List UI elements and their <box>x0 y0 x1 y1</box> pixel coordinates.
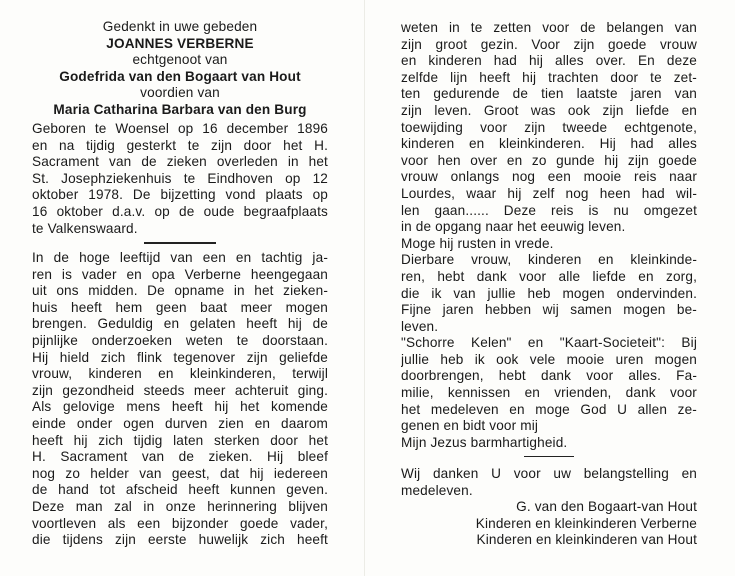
card-fold-edge <box>364 0 365 576</box>
text-line: St. Josephziekenhuis te Eindhoven op 12 <box>32 170 328 186</box>
text-line: H. Sacrament van de zieken. Hij bleef <box>32 449 328 465</box>
text-line: te Valkenswaard. <box>32 220 138 236</box>
text-line: het medeleven en moge God U allen ze- <box>401 401 697 417</box>
text-line: Moge hij rusten in vrede. <box>401 235 554 251</box>
text-line: die tijdens zijn eerste huwelijk zich heeft <box>32 532 328 548</box>
text-line: Wij danken U voor uw belangstelling en <box>401 466 697 481</box>
text-line: jullie heb ik ook vele mooie uren mogen <box>401 351 697 367</box>
signature-line: G. van den Bogaart-van Hout <box>516 499 697 514</box>
text-line: pijnlijke onderzoeken weten te doorstaan. <box>32 332 328 348</box>
divider <box>144 242 216 244</box>
text-line: toewijding voor zijn tweede echtgenote, <box>401 119 697 135</box>
text-line: Als gelovige mens heeft hij het komende <box>32 399 328 415</box>
text-line: brengen. Geduldig en gelaten heeft hij de <box>32 316 328 332</box>
text-line: zelfde lijn heeft hij trachten door te zet- <box>401 69 697 85</box>
header-line: echtgenoot van <box>132 52 228 68</box>
text-line: Lourdes, waar hij zelf nog heen had wil- <box>401 185 697 201</box>
text-line: Deze man zal in onze herinnering blijven <box>32 498 328 514</box>
text-line: Geboren te Woensel op 16 december 1896 <box>32 121 328 136</box>
text-line: ten gedurende de tien laatste jaren van <box>401 86 697 102</box>
text-line: uit ons midden. De opname in het zieken- <box>32 283 328 299</box>
text-line: Fijne jaren hebben wij samen mogen be- <box>401 302 697 318</box>
text-line: voortleven als een bijzonder goede vader, <box>32 515 328 531</box>
signature-line: Kinderen en kleinkinderen Verberne <box>475 515 697 531</box>
header-line: Godefrida van den Bogaart van Hout <box>59 68 301 84</box>
text-line: en kinderen had hij alles over. En deze <box>401 53 697 69</box>
text-line: Hij hield zich flink tegenover zijn geliefde <box>32 349 328 365</box>
text-line: kinderen en kleinkinderen. Hij had alles <box>401 136 697 152</box>
text-line: Mijn Jezus barmhartigheid. <box>401 434 568 450</box>
text-line: oktober 1978. De bijzetting vond plaats op <box>32 187 328 203</box>
text-line: medeleven. <box>401 482 473 498</box>
text-line: 16 oktober d.a.v. op de oude begraafplaats <box>32 203 328 219</box>
signatures <box>401 499 697 549</box>
text-line: zijn gezondheid steeds meer achteruit ging. <box>32 382 328 398</box>
text-line: zijn groot gezin. Voor zijn goede vrouw <box>401 36 697 52</box>
text-line: ren is vader en opa Verberne heengegaan <box>32 266 328 282</box>
text-line: heeft hij zich tijdig laten sterken door het <box>32 432 328 448</box>
text-line: leven. <box>401 318 439 334</box>
text-line: Dierbare vrouw, kinderen en kleinkinde- <box>401 252 697 268</box>
signature-line: Kinderen en kleinkinderen van Hout <box>476 532 697 548</box>
header-line: JOANNES VERBERNE <box>106 35 254 51</box>
header-block <box>32 19 328 119</box>
text-line: len gaan...... Deze reis is nu omgezet <box>401 202 697 218</box>
text-line: voor hen over en zo gunde hij zijn goede <box>401 152 697 168</box>
text-line: einde onder ogen durven zien en daarom <box>32 415 328 431</box>
text-line: In de hoge leeftijd van een en tachtig ja- <box>32 250 328 265</box>
text-line: en na tijdig gesterkt te zijn door het H. <box>32 137 328 153</box>
header-line: voordien van <box>140 85 220 101</box>
text-line: ren, hebt dank voor alle liefde en zorg, <box>401 268 697 284</box>
memorial-text-left <box>32 250 328 549</box>
text-line: huis heeft hem geen baat meer mogen <box>32 299 328 315</box>
text-line: nog zo helder van geest, dat hij iedereen <box>32 465 328 481</box>
text-line: de hand tot afscheid heeft kunnen geven. <box>32 482 328 498</box>
text-line: milie, kennissen en vrienden, dank voor <box>401 385 697 401</box>
text-line: in de opgang naar het eeuwig leven. <box>401 219 626 235</box>
header-line: Maria Catharina Barbara van den Burg <box>53 101 307 117</box>
text-line: Sacrament van de zieken overleden in het <box>32 154 328 170</box>
text-line: die ik van jullie heb mogen ondervinden. <box>401 285 697 301</box>
text-line: "Schorre Kelen" en "Kaart-Societeit": Bij <box>401 335 697 351</box>
text-line: vrouw, kinderen en kleinkinderen, terwijl <box>32 366 328 382</box>
intro-paragraph <box>32 121 328 237</box>
text-line: doorbrengen, hebt dank voor alles. Fa- <box>401 368 697 384</box>
text-line: vrouw onlangs nog een mooie reis naar <box>401 169 697 185</box>
divider <box>524 456 574 457</box>
text-line: genen en bidt voor mij <box>401 418 539 434</box>
thanks-paragraph <box>401 466 697 499</box>
text-line: weten in te zetten voor de belangen van <box>401 20 697 35</box>
text-line: zijn leven. Groot was ook zijn liefde en <box>401 102 697 118</box>
header-line: Gedenkt in uwe gebeden <box>102 19 258 34</box>
memorial-text-right <box>401 20 697 451</box>
